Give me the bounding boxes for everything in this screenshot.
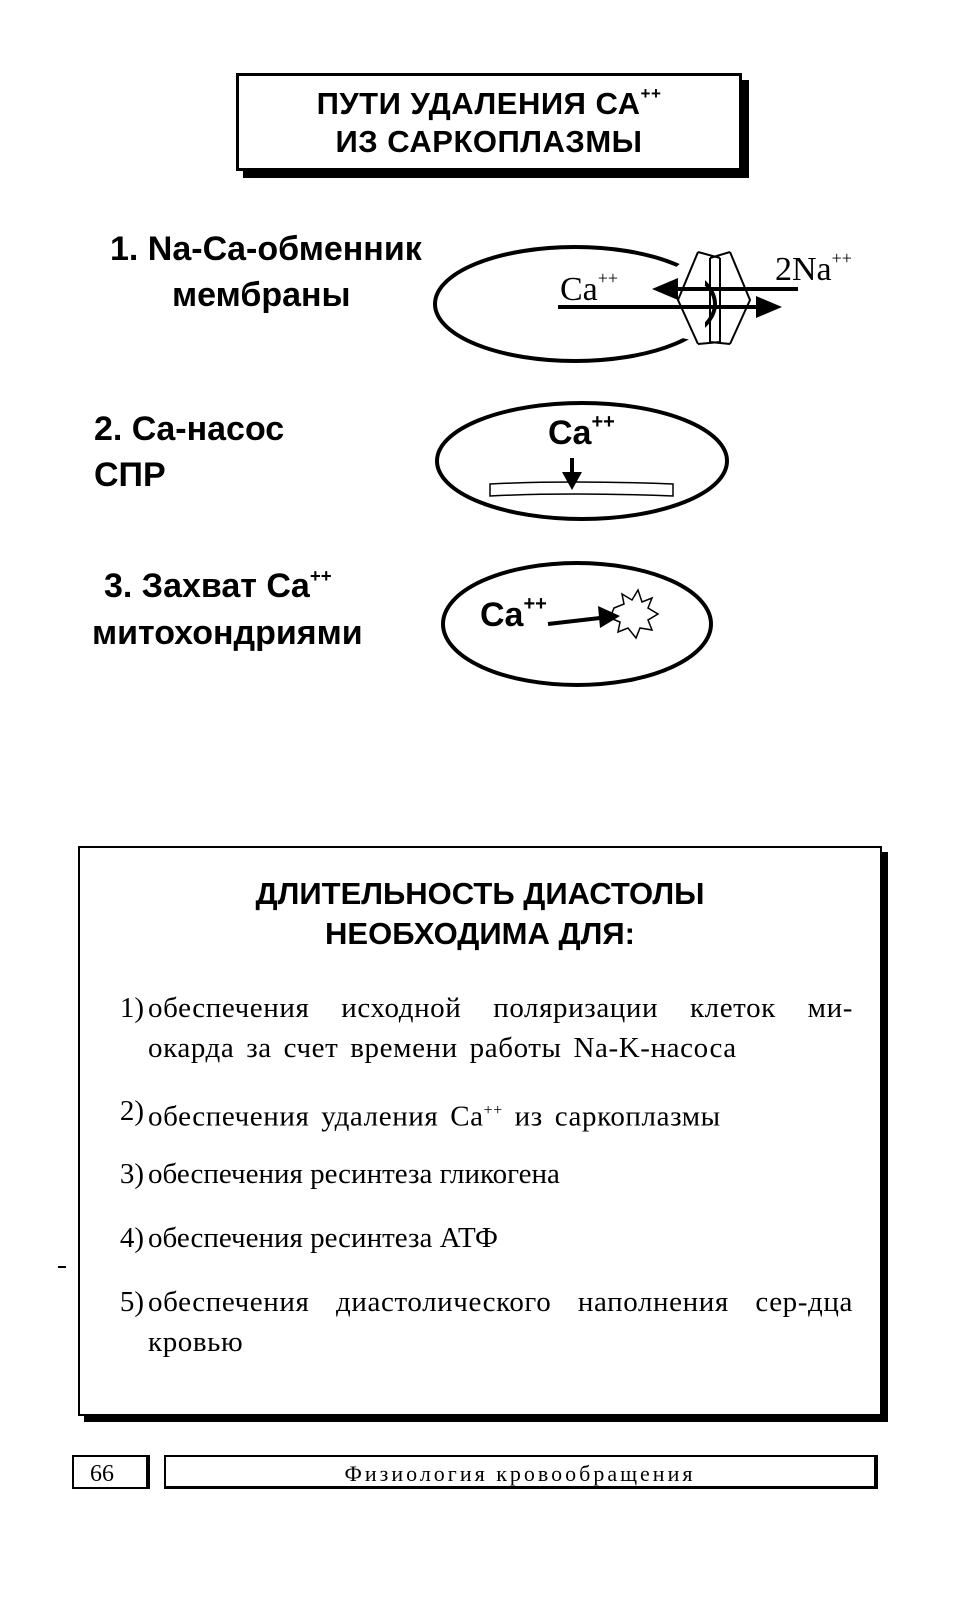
pathway-2-label-line-1: 2. Ca-насос xyxy=(94,410,285,448)
list-item-text: обеспечения ресинтеза гликогена xyxy=(148,1158,560,1190)
title-text: ПУТИ УДАЛЕНИЯ СА xyxy=(316,86,641,121)
list-item xyxy=(108,1282,853,1362)
ion-ca-label: Ca++ xyxy=(548,411,615,452)
running-title: Физиология кровообращения xyxy=(164,1455,878,1489)
list-item xyxy=(108,1154,853,1194)
list-item-text: обеспечения удаления Ca++ из саркоплазмы xyxy=(148,1100,721,1133)
mitochondria-uptake-diagram xyxy=(438,556,723,696)
pathway-3-label-line-1: 3. Захват Ca++ xyxy=(104,565,332,605)
list-item-text: обеспечения ресинтеза АТФ xyxy=(148,1222,498,1254)
diastole-heading-line-2: НЕОБХОДИМА ДЛЯ: xyxy=(325,916,635,951)
exchanger-right-chevron xyxy=(730,252,750,344)
page-number: 66 xyxy=(72,1455,150,1489)
pathway-3-label-line-2: митохондриями xyxy=(92,614,363,652)
list-item-number: 5) xyxy=(119,1286,144,1318)
ion-ca-label: Ca++ xyxy=(480,593,547,634)
margin-mark xyxy=(58,1266,66,1268)
list-item xyxy=(108,1218,853,1258)
pathway-1-label-line-1: 1. Na-Ca-обменник xyxy=(110,230,422,268)
diastole-box xyxy=(78,846,882,1416)
title-line-2: ИЗ САРКОПЛАЗМЫ xyxy=(335,124,643,159)
ion-ca-label: Ca++ xyxy=(560,268,619,308)
list-item-number: 2) xyxy=(119,1095,144,1127)
mitochondrion-starburst xyxy=(610,590,658,638)
title-line-1 xyxy=(239,86,739,122)
title-superscript: ++ xyxy=(640,84,662,103)
pathway-2-label-line-2: СПР xyxy=(94,456,166,494)
title-box xyxy=(236,73,742,171)
ion-na-label: 2Na++ xyxy=(775,248,852,288)
list-item-number: 4) xyxy=(119,1222,144,1254)
na-ca-exchanger-diagram xyxy=(420,228,890,378)
sarcoplasmic-reticulum-strip xyxy=(490,482,673,496)
pathway-1-label-line-2: мембраны xyxy=(172,276,351,314)
ca-uptake-arrow xyxy=(548,618,600,624)
list-item-text: обеспечения исходной поляризации клеток ми-окарда за счет времени работы Na-K-насоса xyxy=(148,992,853,1064)
list-item xyxy=(108,988,853,1068)
diastole-heading-line-1: ДЛИТЕЛЬНОСТЬ ДИАСТОЛЫ xyxy=(255,876,705,911)
ca-pump-spr-diagram xyxy=(430,396,740,526)
list-item-number: 1) xyxy=(119,992,144,1024)
list-item-text: обеспечения диастолического наполнения сер-дца кровью xyxy=(148,1286,853,1358)
list-item-number: 3) xyxy=(119,1158,144,1190)
list-item xyxy=(108,1091,853,1137)
